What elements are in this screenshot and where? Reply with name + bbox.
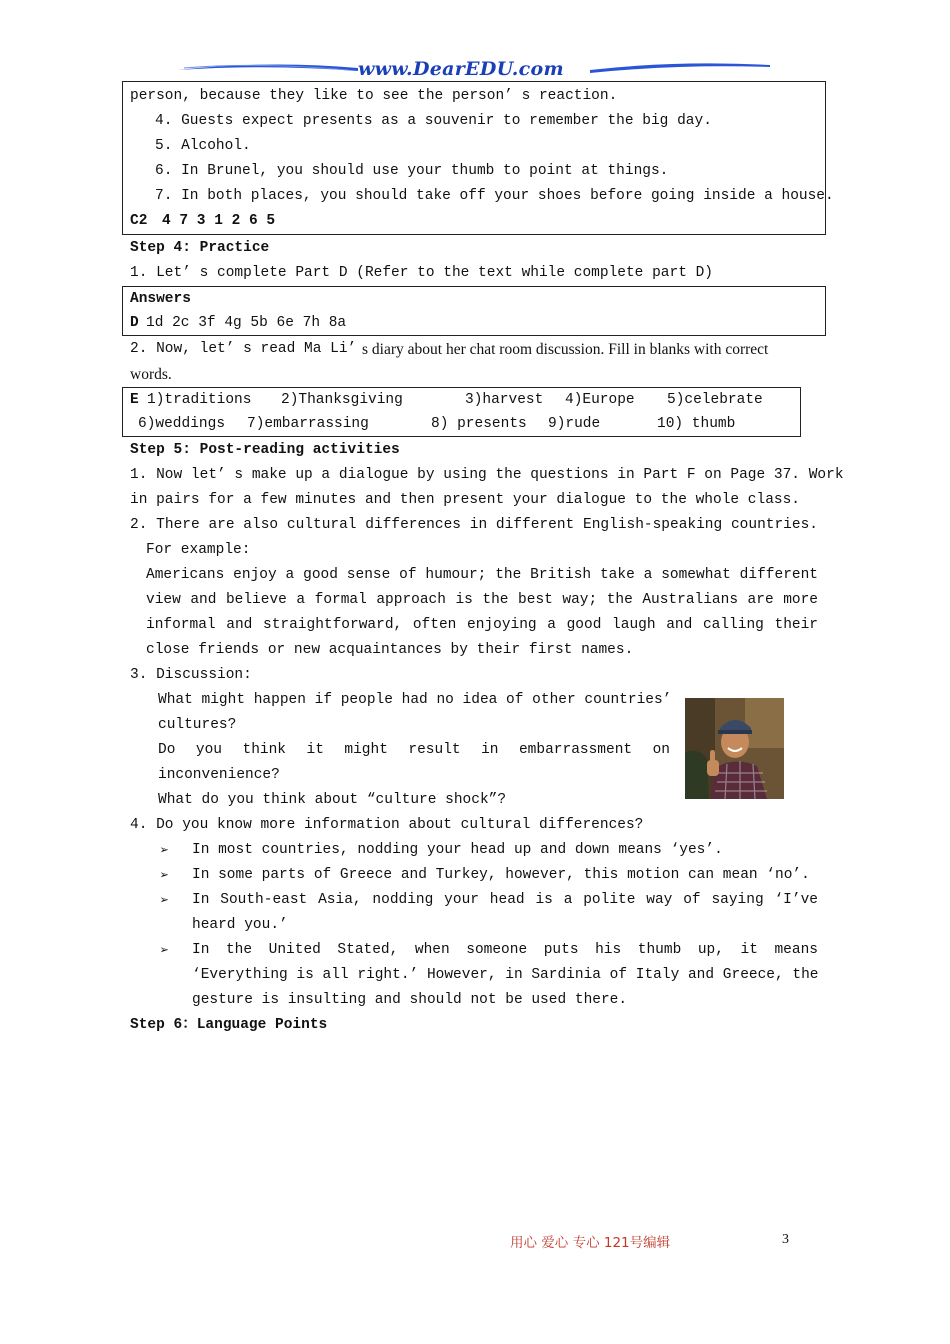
e-answer: 1)traditions — [147, 392, 252, 408]
c2-answer: 4 7 3 1 2 6 5 — [162, 213, 276, 229]
bullet-item: In South-east Asia, nodding your head is a polite way of saying ‘I’ve — [192, 892, 818, 908]
e-answer: 9)rude — [548, 416, 601, 432]
e-answer: 7)embarrassing — [247, 416, 369, 432]
list-item: 4. Guests expect presents as a souvenir to remember the big day. — [155, 113, 712, 129]
d-answers: 1d 2c 3f 4g 5b 6e 7h 8a — [146, 315, 347, 331]
c2-label: C2 — [130, 213, 148, 229]
e-label: E — [130, 392, 139, 408]
site-logo[interactable]: www.DearEDU.com — [358, 58, 564, 80]
list-item: 7. In both places, you should take off your shoes before going inside a house. — [155, 188, 834, 204]
footer-text: 用心 爱心 专心 121号编辑 — [510, 1235, 671, 1251]
e-answer: 3)harvest — [465, 392, 544, 408]
thumbs-up-man-photo — [685, 698, 784, 799]
text-line: What do you think about “culture shock”? — [158, 792, 507, 808]
text-line: inconvenience? — [158, 767, 280, 783]
bullet-arrow-icon: ➢ — [160, 941, 170, 959]
text-line: informal and straightforward, often enjoying a good laugh and calling their — [146, 617, 818, 633]
text-line: person, because they like to see the person’ s reaction. — [130, 88, 618, 104]
e-answer: 2)Thanksgiving — [281, 392, 403, 408]
list-item: 5. Alcohol. — [155, 138, 251, 154]
list-item: 6. In Brunel, you should use your thumb to point at things. — [155, 163, 669, 179]
text-line: For example: — [146, 542, 251, 558]
text-line: in pairs for a few minutes and then present your dialogue to the whole class. — [130, 492, 801, 508]
bullet-item: heard you.’ — [192, 917, 288, 933]
text-line: What might happen if people had no idea of other countries’ — [158, 692, 672, 708]
text-line: Do you think it might result in embarrassment on — [158, 742, 670, 758]
text-line: words. — [130, 366, 172, 383]
e-answer: 10) thumb — [657, 416, 736, 432]
step5-heading: Step 5: Post-reading activities — [130, 442, 400, 458]
page-number: 3 — [782, 1232, 789, 1247]
bullet-arrow-icon: ➢ — [160, 891, 170, 909]
text-line: cultures? — [158, 717, 237, 733]
discussion-label: 3. Discussion: — [130, 667, 252, 683]
step6-heading: Step 6：Language Points — [130, 1017, 328, 1033]
text-line: Americans enjoy a good sense of humour; the British take a somewhat different — [146, 567, 818, 583]
e-answer: 5)celebrate — [667, 392, 763, 408]
bullet-item: ‘Everything is all right.’ However, in Sardinia of Italy and Greece, the — [192, 967, 819, 983]
d-label: D — [130, 315, 139, 331]
text-line: close friends or new acquaintances by their first names. — [146, 642, 634, 658]
text-line: 2. Now, let’ s read Ma Li’ — [130, 341, 357, 357]
bullet-arrow-icon: ➢ — [160, 841, 170, 859]
e-answer: 8) presents — [431, 416, 527, 432]
text-line: 1. Let’ s complete Part D (Refer to the text while complete part D) — [130, 265, 713, 281]
bullet-item: In the United Stated, when someone puts his thumb up, it means — [192, 942, 818, 958]
bullet-item: In some parts of Greece and Turkey, however, this motion can mean ‘no’. — [192, 867, 810, 883]
text-line: 2. There are also cultural differences in different English-speaking countries. — [130, 517, 818, 533]
e-answer: 4)Europe — [565, 392, 635, 408]
text-line: 4. Do you know more information about cultural differences? — [130, 817, 644, 833]
text-line: s diary about her chat room discussion. Fill in blanks with correct — [362, 341, 769, 358]
step4-heading: Step 4: Practice — [130, 240, 270, 256]
text-line: 1. Now let’ s make up a dialogue by using the questions in Part F on Page 37. Work — [130, 467, 844, 483]
text-line: view and believe a formal approach is the best way; the Australians are more — [146, 592, 818, 608]
e-answer: 6)weddings — [138, 416, 226, 432]
bullet-arrow-icon: ➢ — [160, 866, 170, 884]
bullet-item: In most countries, nodding your head up and down means ‘yes’. — [192, 842, 723, 858]
bullet-item: gesture is insulting and should not be used there. — [192, 992, 628, 1008]
answers-label: Answers — [130, 291, 191, 307]
